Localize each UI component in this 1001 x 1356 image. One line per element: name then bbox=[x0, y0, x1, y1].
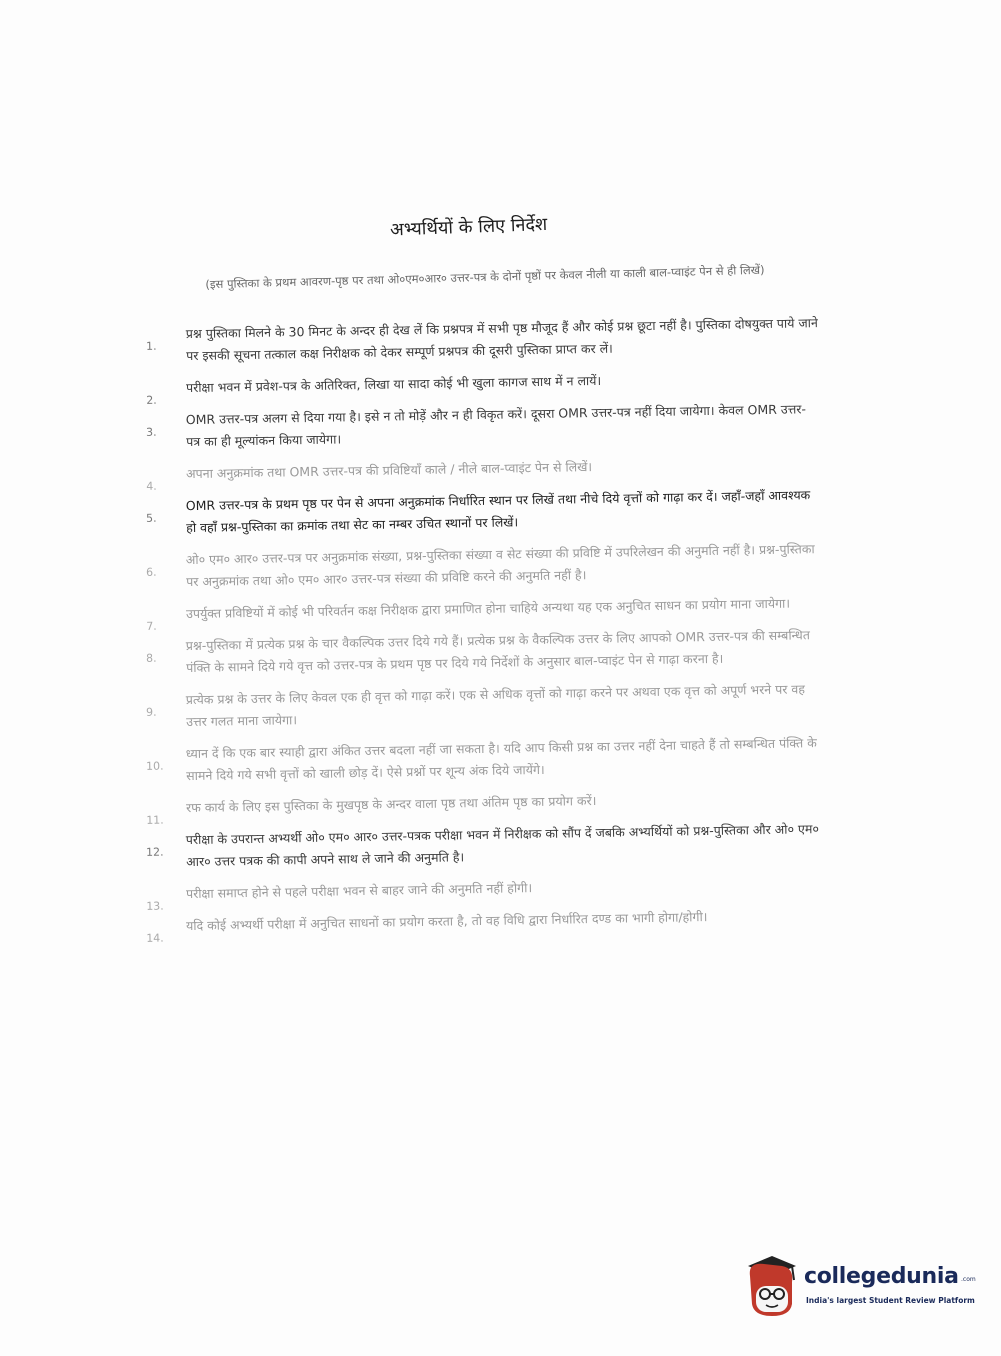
instruction-item bbox=[140, 592, 820, 633]
instruction-text: प्रत्येक प्रश्न के उत्तर के लिए केवल एक ही वृत्त को गाढ़ा करें। एक से अधिक वृत्तों को गाढ़ा करने पर अथवा एक वृत्त को अपूर्ण भरने पर वह उत्तर गलत माना जायेगा। bbox=[185, 681, 806, 730]
instruction-number: 5. bbox=[145, 511, 157, 525]
page-subtitle: (इस पुस्तिका के प्रथम आवरण-पृष्ठ पर तथा ओ०एम०आर० उत्तर-पत्र के दोनों पृष्ठों पर केवल नीली या काली बाल-प्वाइंट पेन से ही लिखें) bbox=[205, 262, 765, 292]
page-title: अभ्यर्थियों के लिए निर्देश bbox=[389, 214, 548, 241]
instruction-item bbox=[140, 398, 821, 454]
instruction-text: यदि कोई अभ्यर्थी परीक्षा में अनुचित साधनों का प्रयोग करता है, तो वह विधि द्वारा निर्धारित दण्ड का भागी होगा/होगी। bbox=[185, 909, 708, 934]
collegedunia-logo bbox=[742, 1250, 976, 1330]
instruction-number: 9. bbox=[145, 705, 157, 719]
instruction-text: प्रश्न पुस्तिका मिलने के 30 मिनट के अन्दर ही देख लें कि प्रश्नपत्र में सभी पृष्ठ मौजूद हैं और कोई प्रश्न छूटा नहीं है। पुस्तिका दोषयुक्त पाये जाने पर इसकी सूचना तत्काल कक्ष निरीक्षक को देकर सम्पूर्ण प्रश्नपत्र की दूसरी पुस्तिका प्राप्त कर लें। bbox=[185, 315, 818, 364]
instruction-text: प्रश्न-पुस्तिका में प्रत्येक प्रश्न के चार वैकल्पिक उत्तर दिये गये हैं। प्रत्येक प्रश्न के वैकल्पिक उत्तर के लिए आपको OMR उत्तर-पत्र की सम्बन्धित पंक्ति के सामने दिये गये वृत्त को उत्तर-पत्र के प्रथम पृष्ठ पर दिये गये निर्देशों के अनुसार बाल-प्वाइंट पेन से गाढ़ा करना है। bbox=[185, 627, 811, 676]
instruction-text: परीक्षा समाप्त होने से पहले परीक्षा भवन से बाहर जाने की अनुमति नहीं होगी। bbox=[185, 880, 533, 902]
instruction-text: परीक्षा भवन में प्रवेश-पत्र के अतिरिक्त, लिखा या सादा कोई भी खुला कागज साथ में न लायें। bbox=[185, 372, 602, 396]
instruction-number: 13. bbox=[146, 899, 164, 913]
instruction-item bbox=[140, 904, 820, 945]
instruction-item bbox=[140, 678, 821, 734]
instruction-number: 6. bbox=[145, 565, 157, 579]
instruction-number: 3. bbox=[145, 425, 157, 439]
instruction-item bbox=[140, 312, 821, 368]
instruction-text: अपना अनुक्रमांक तथा OMR उत्तर-पत्र की प्रविष्टियाँ काले / नीले बाल-प्वाइंट पेन से लिखें। bbox=[185, 459, 593, 482]
instruction-item bbox=[140, 624, 821, 680]
instruction-item bbox=[140, 366, 820, 407]
instruction-number: 11. bbox=[146, 813, 164, 827]
instruction-number: 1. bbox=[145, 339, 157, 353]
instruction-number: 10. bbox=[145, 759, 164, 773]
graduate-face-icon bbox=[742, 1252, 800, 1318]
instruction-number: 7. bbox=[146, 619, 157, 633]
instruction-list bbox=[140, 315, 820, 945]
instruction-number: 14. bbox=[146, 931, 164, 945]
instruction-number: 8. bbox=[145, 651, 157, 665]
instruction-text: OMR उत्तर-पत्र के प्रथम पृष्ठ पर पेन से अपना अनुक्रमांक निर्धारित स्थान पर लिखें तथा नीचे दिये वृत्तों को गाढ़ा कर दें। जहाँ-जहाँ आवश्यक हो वहाँ प्रश्न-पुस्तिका का क्रमांक तथा सेट का नम्बर उचित स्थानों पर लिखें। bbox=[185, 487, 811, 536]
instruction-number: 12. bbox=[145, 845, 164, 859]
instruction-text: उपर्युक्त प्रविष्टियों में कोई भी परिवर्तन कक्ष निरीक्षक द्वारा प्रमाणित होना चाहिये अन्यथा यह एक अनुचित साधन का प्रयोग माना जायेगा। bbox=[185, 595, 791, 622]
instruction-item bbox=[140, 538, 821, 594]
instruction-item bbox=[140, 786, 820, 827]
instruction-text: ओ० एम० आर० उत्तर-पत्र पर अनुक्रमांक संख्या, प्रश्न-पुस्तिका संख्या व सेट संख्या की प्रविष्टि में उपरिलेखन की अनुमति नहीं है। प्रश्न-पुस्तिका पर अनुक्रमांक तथा ओ० एम० आर० उत्तर-पत्र संख्या की प्रविष्टि करने की अनुमति नहीं है। bbox=[185, 541, 815, 590]
brand-tagline: India's largest Student Review Platform bbox=[806, 1296, 975, 1305]
instruction-item bbox=[140, 872, 820, 913]
instruction-item bbox=[140, 484, 821, 540]
brand-name: collegedunia bbox=[804, 1264, 959, 1289]
instruction-text: OMR उत्तर-पत्र अलग से दिया गया है। इसे न तो मोड़ें और न ही विकृत करें। दूसरा OMR उत्तर-पत्र नहीं दिया जायेगा। केवल OMR उत्तर-पत्र का ही मूल्यांकन किया जायेगा। bbox=[185, 401, 807, 450]
instruction-number: 4. bbox=[146, 479, 157, 493]
instruction-item bbox=[140, 452, 820, 493]
instruction-text: परीक्षा के उपरान्त अभ्यर्थी ओ० एम० आर० उत्तर-पत्रक परीक्षा भवन में निरीक्षक को सौंप दें जबकि अभ्यर्थियों को प्रश्न-पुस्तिका और ओ० एम० आर० उत्तर पत्रक की कापी अपने साथ ले जाने की अनुमति है। bbox=[185, 821, 820, 870]
brand-suffix: .com bbox=[961, 1276, 976, 1283]
instruction-text: ध्यान दें कि एक बार स्याही द्वारा अंकित उत्तर बदला नहीं जा सकता है। यदि आप किसी प्रश्न का उत्तर नहीं देना चाहते हैं तो सम्बन्धित पंक्ति के सामने दिये गये सभी वृत्तों को खाली छोड़ दें। ऐसे प्रश्नों पर शून्य अंक दिये जायेंगे। bbox=[185, 735, 817, 784]
instruction-number: 2. bbox=[146, 393, 157, 407]
instruction-item bbox=[140, 818, 821, 874]
instruction-text: रफ कार्य के लिए इस पुस्तिका के मुखपृष्ठ के अन्दर वाला पृष्ठ तथा अंतिम पृष्ठ का प्रयोग करें। bbox=[185, 792, 597, 816]
instruction-item bbox=[140, 732, 821, 788]
